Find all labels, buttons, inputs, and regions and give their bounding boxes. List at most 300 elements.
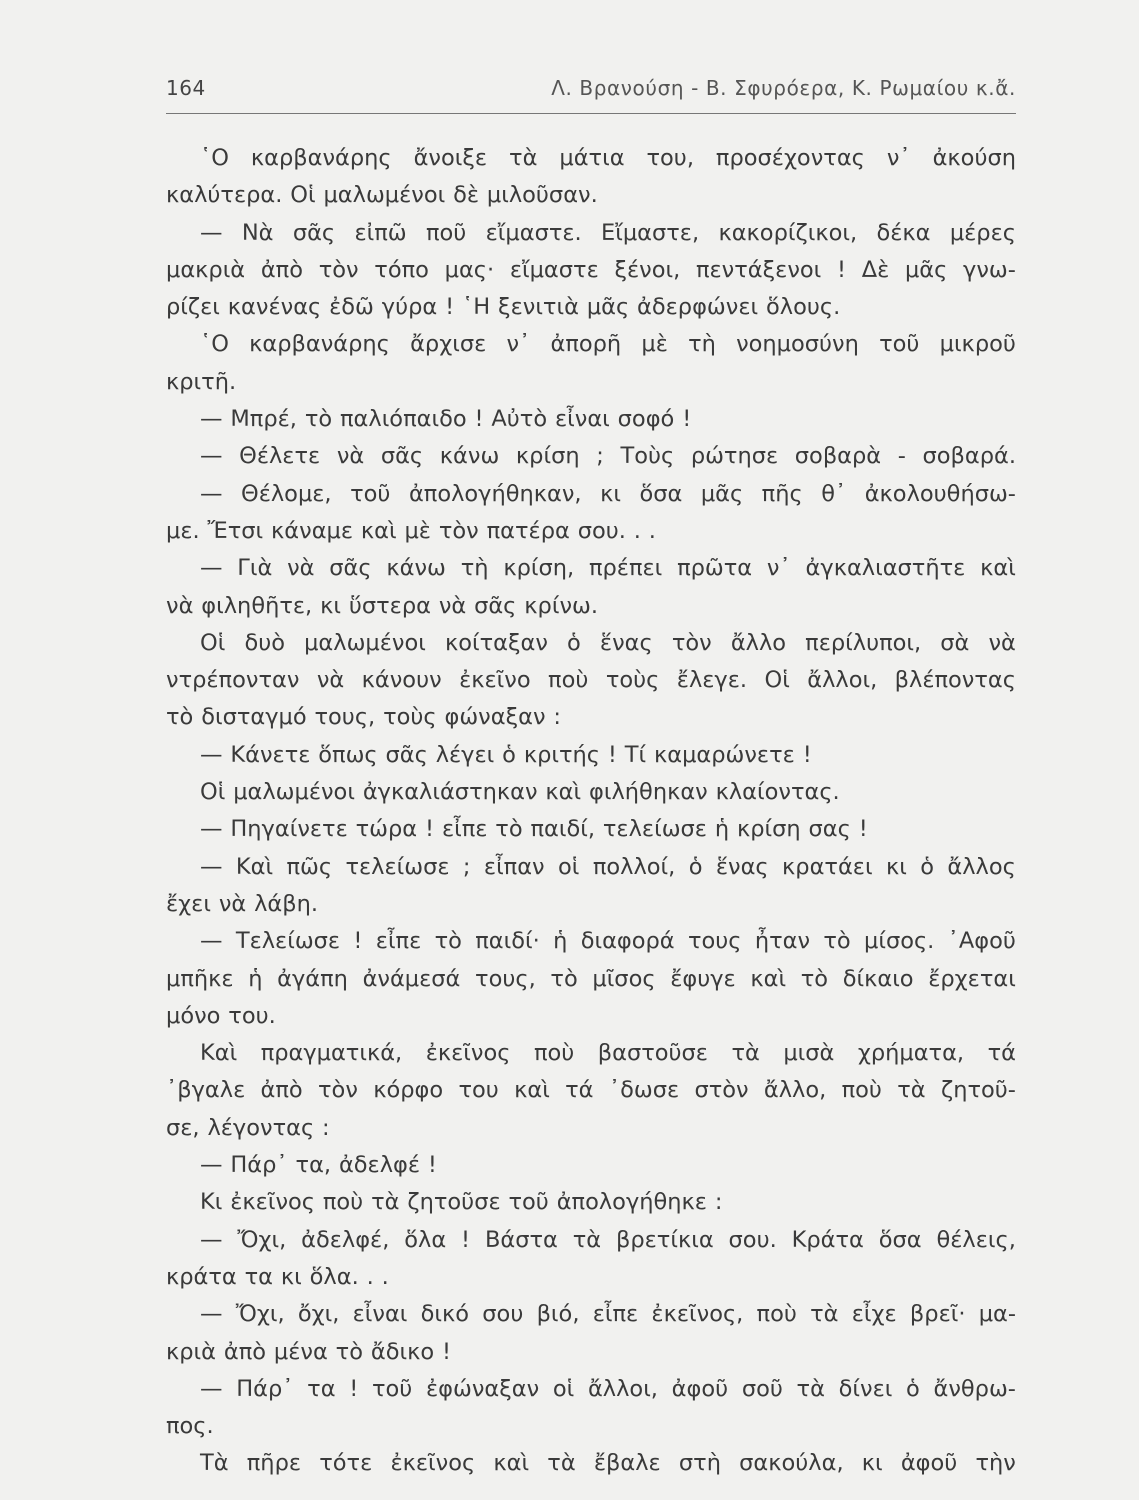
word: ποῦ	[425, 219, 467, 246]
word: καὶ	[493, 1450, 530, 1477]
word: ῾Ο	[200, 145, 229, 171]
word: τὸ	[823, 928, 851, 955]
text-line	[166, 699, 1016, 736]
word: ἀγκαλιάστηκαν	[362, 779, 538, 806]
word: !	[425, 816, 435, 843]
text-line	[166, 215, 1016, 252]
word: γνω-	[963, 256, 1016, 283]
word: !	[441, 1338, 452, 1365]
text-line	[166, 1445, 1016, 1482]
word: ῾Ο	[200, 331, 229, 358]
word: με.	[166, 517, 200, 544]
word: Πηγαίνετε	[230, 816, 348, 843]
word: εἶναι	[352, 1301, 408, 1328]
word: τὰ	[731, 1040, 760, 1067]
word: διαφορά	[580, 928, 675, 955]
word: ντρέπονταν	[166, 667, 300, 694]
word: ἀκολουθήσω-	[864, 480, 1016, 507]
text-line	[166, 1222, 1016, 1259]
word: ἄλλο,	[763, 1077, 827, 1104]
word: μένα	[273, 1338, 328, 1365]
word: βαστοῦσε	[597, 1040, 708, 1067]
word: :	[322, 1114, 330, 1141]
word: τὰ	[897, 1077, 926, 1104]
text-line	[166, 1184, 1016, 1221]
word: ἔβαλε	[593, 1450, 661, 1477]
word: ρίζει	[166, 294, 220, 321]
word: εἶναι	[555, 406, 610, 433]
word: τοὺς	[605, 667, 660, 694]
word: ὁ	[567, 629, 581, 656]
word: ἕνας	[715, 853, 769, 880]
word: τὰ	[509, 145, 538, 171]
word: !	[427, 1152, 437, 1179]
text-line	[166, 923, 1016, 960]
word: μακριὰ	[166, 256, 246, 283]
word: δικό	[420, 1301, 470, 1328]
word: —	[200, 555, 223, 582]
word: .	[648, 517, 656, 544]
word: ὄχι,	[297, 1301, 340, 1328]
word: σοφό	[617, 406, 675, 433]
word: τὸ	[550, 965, 578, 992]
word: σας	[808, 816, 851, 843]
word: !	[353, 928, 363, 955]
word: —	[200, 1152, 223, 1179]
word: τοῦ	[371, 1375, 413, 1402]
word: κρατάει	[782, 853, 873, 880]
word: καὶ	[545, 779, 582, 806]
word: μὲ	[404, 517, 431, 544]
word: στὴ	[678, 1450, 721, 1477]
word: ἀπολογήθηκε	[556, 1189, 707, 1216]
word: κρίνω.	[524, 592, 598, 619]
word: φώναξαν	[444, 704, 546, 731]
word: εἶπε	[592, 1301, 639, 1328]
word: ἐδῶ	[329, 294, 374, 321]
word: μάτια	[559, 145, 625, 171]
word: ἐκεῖνο	[459, 667, 531, 694]
word: ἀγκαλιαστῆτε	[805, 555, 966, 582]
word: τὸν	[438, 517, 479, 544]
word: νὰ	[438, 592, 467, 619]
word: σᾶς	[474, 592, 517, 619]
word: τὸν	[318, 1077, 358, 1104]
text-line	[166, 252, 1016, 289]
word: ἔφυγε	[670, 965, 736, 992]
word: Εἴμαστε,	[601, 219, 700, 246]
word: καὶ	[360, 517, 397, 544]
word: κοίταξαν	[444, 629, 548, 656]
word: μας·	[444, 256, 495, 283]
word: λέγοντας	[207, 1114, 315, 1141]
word: ἐκεῖνος	[230, 1189, 315, 1216]
text-line	[166, 550, 1016, 587]
word: ρώτησε	[690, 443, 779, 470]
word: !	[445, 294, 455, 321]
word: —	[200, 1301, 223, 1328]
word: τὸ	[495, 816, 523, 843]
text-line	[166, 961, 1016, 998]
word: καὶ	[750, 965, 787, 992]
word: .	[633, 517, 641, 544]
word: νὰ	[336, 443, 365, 470]
word: κράτα	[166, 1263, 237, 1290]
word: τὸ	[434, 928, 462, 955]
word: μιλοῦσαν.	[486, 182, 598, 209]
text-line	[166, 625, 1016, 662]
word: κι	[885, 853, 907, 880]
word: φιληθῆτε,	[201, 592, 313, 619]
word: —	[200, 741, 223, 768]
word: ν᾽	[506, 331, 531, 358]
word: μικροῦ	[939, 331, 1016, 358]
word: ἔρχεται	[928, 965, 1016, 992]
word: ὅσα	[639, 480, 683, 507]
text-line	[166, 1296, 1016, 1333]
text-line	[166, 140, 1016, 177]
word: Νὰ	[241, 219, 274, 246]
word: ἡ	[714, 816, 730, 843]
word: -	[897, 443, 906, 470]
text-line	[166, 774, 1016, 811]
word: στὸν	[694, 1077, 749, 1104]
word: πῶς	[286, 853, 333, 880]
word: ἀπορῆ	[550, 331, 622, 358]
word: κόρφο	[373, 1077, 444, 1104]
word: πος.	[166, 1413, 214, 1440]
word: παιδί·	[475, 928, 540, 955]
text-line	[166, 811, 1016, 848]
word: παιδί,	[530, 816, 596, 843]
word: μᾶς	[700, 480, 744, 507]
word: :	[553, 704, 561, 731]
word: .	[366, 1263, 374, 1290]
word: πῆρε	[246, 1450, 302, 1477]
word: ἔλεγε.	[676, 667, 748, 694]
word: ἄλλο	[730, 629, 787, 656]
word: καλύτερα.	[166, 182, 283, 209]
word: Τελείωσε	[235, 928, 341, 955]
word: Τὰ	[200, 1450, 229, 1477]
word: τοὺς	[383, 704, 437, 731]
word: οἱ	[552, 1375, 575, 1402]
word: κρίση	[736, 816, 801, 843]
word: νὰ	[218, 890, 247, 917]
word: ἕνας	[599, 629, 653, 656]
word: ξενιτιὰ	[498, 294, 579, 321]
word: ἄδικο	[370, 1338, 435, 1365]
word: μέρες	[949, 219, 1016, 246]
word: μᾶς	[904, 256, 948, 283]
word: ὅλα	[404, 1226, 447, 1253]
word: Κράτα	[791, 1226, 864, 1253]
text-line	[166, 849, 1016, 886]
word: σακούλα,	[739, 1450, 844, 1477]
word: πρέπει	[588, 555, 663, 582]
word: πραγματικά,	[260, 1040, 403, 1067]
word: σᾶς	[292, 219, 336, 246]
word: καὶ	[980, 555, 1016, 582]
word: του,	[646, 145, 694, 171]
text-line	[166, 401, 1016, 438]
word: δίνει	[838, 1375, 893, 1402]
word: τότε	[319, 1450, 373, 1477]
word: !	[349, 1375, 359, 1402]
word: ἀπὸ	[260, 256, 303, 283]
word: εἶχε	[851, 1301, 897, 1328]
text-line	[166, 1110, 1016, 1147]
word: ἡ	[553, 928, 568, 955]
word: τοῦ	[350, 480, 391, 507]
word: !	[474, 406, 484, 433]
text-line	[166, 177, 1016, 214]
word: εἴμαστε	[509, 256, 599, 283]
word: του.	[228, 1002, 276, 1029]
word: ὁ	[906, 1375, 920, 1402]
word: οἱ	[558, 853, 580, 880]
word: ἐκεῖνος	[390, 1450, 476, 1477]
word: μπῆκε	[166, 965, 234, 992]
page-header	[166, 76, 1016, 110]
word: λέγει	[435, 741, 495, 768]
word: ποὺ	[533, 1040, 575, 1067]
word: ὅλους.	[766, 294, 841, 321]
word: πρῶτα	[677, 555, 753, 582]
word: κανένας	[227, 294, 322, 321]
word: τὸ	[800, 965, 829, 992]
word: τόπο	[374, 256, 429, 283]
word: ἀφοῦ	[671, 1375, 729, 1402]
word: σοβαρὰ	[794, 443, 882, 470]
word: ἀδελφέ,	[301, 1226, 390, 1253]
word: ποὺ	[841, 1077, 882, 1104]
word: δέκα	[876, 219, 931, 246]
word: τὴ	[688, 331, 716, 358]
word: τα	[307, 1375, 336, 1402]
page-number: 164	[166, 76, 206, 100]
word: γύρα	[381, 294, 438, 321]
text-line	[166, 886, 1016, 923]
word: θ᾽	[821, 480, 847, 507]
word: ἄνθρω-	[933, 1375, 1016, 1402]
word: χρήματα,	[857, 1040, 965, 1067]
word: δυὸ	[244, 629, 285, 656]
word: ἐφώναξαν	[426, 1375, 540, 1402]
word: νὰ	[988, 629, 1016, 656]
word: Οἱ	[200, 779, 226, 806]
word: κρίση,	[503, 555, 575, 582]
word: μόνο	[166, 1002, 221, 1029]
word: ἄλλος	[947, 853, 1016, 880]
word: τοῦ	[508, 1189, 549, 1216]
text-line	[166, 1408, 1016, 1445]
word: δὲ	[453, 182, 480, 209]
text-line	[166, 1259, 1016, 1296]
word: τώρα	[355, 816, 418, 843]
word: τά	[565, 1077, 594, 1104]
word: σοῦ	[741, 1375, 783, 1402]
word: τὰ	[572, 1226, 602, 1253]
word: ἡ	[248, 965, 263, 992]
word: ἀπὸ	[223, 1338, 267, 1365]
word: καμαρώνετε	[654, 741, 795, 768]
word: ἀγάπη	[277, 965, 348, 992]
word: ᾽βγαλε	[166, 1077, 246, 1104]
word: —	[200, 480, 223, 507]
text-line	[166, 1334, 1016, 1371]
word: βλέποντας	[894, 667, 1016, 694]
word: κι	[320, 592, 341, 619]
word: !	[802, 741, 812, 768]
text-line	[166, 513, 1016, 550]
word: κάναμε	[271, 517, 354, 544]
word: σου.	[728, 1226, 777, 1253]
word: ἀκούση	[932, 145, 1016, 171]
word: Ἔτσι	[207, 517, 264, 544]
word: ὅπως	[318, 741, 378, 768]
word: κι	[280, 1263, 302, 1290]
word: εἶπε	[375, 928, 422, 955]
word: τοῦ	[879, 331, 920, 358]
word: τὰ	[371, 1189, 400, 1216]
word: καρβανάρης	[250, 145, 392, 171]
word: :	[714, 1189, 723, 1216]
word: σε,	[166, 1114, 200, 1141]
text-line	[166, 662, 1016, 699]
word: μῖσος	[592, 965, 656, 992]
text-line	[166, 1371, 1016, 1408]
word: ἀφοῦ	[900, 1450, 958, 1477]
word: κι	[861, 1450, 883, 1477]
word: σᾶς	[329, 555, 372, 582]
word: ἄλλοι,	[807, 667, 878, 694]
word: ἀδερφώνει	[637, 294, 759, 321]
word: Κάνετε	[230, 741, 311, 768]
word: σου.	[577, 517, 626, 544]
word: δίκαιο	[842, 965, 914, 992]
word: !	[836, 256, 846, 283]
word: σου	[482, 1301, 524, 1328]
text-line	[166, 588, 1016, 625]
word: τὰ	[810, 1301, 839, 1328]
word: Κι	[200, 1189, 223, 1216]
word: !	[858, 816, 868, 843]
word: ;	[462, 853, 471, 880]
word: κάνω	[386, 555, 446, 582]
word: τὸ	[335, 1338, 363, 1365]
word: Γιὰ	[237, 555, 273, 582]
text-line	[166, 438, 1016, 475]
word: ἐκεῖνος	[425, 1040, 511, 1067]
word: τους,	[314, 704, 376, 731]
word: σᾶς	[380, 443, 424, 470]
word: Ὄχι,	[235, 1301, 285, 1328]
word: ξένοι,	[614, 256, 681, 283]
word: Δὲ	[861, 256, 890, 283]
word: —	[200, 406, 223, 433]
word: τα,	[295, 1152, 332, 1179]
word: πολλοί,	[592, 853, 676, 880]
word: ἀνάμεσά	[362, 965, 461, 992]
word: Βάστα	[484, 1226, 558, 1253]
word: Θέλομε,	[241, 480, 332, 507]
word: τελείωσε	[602, 816, 707, 843]
word: ἄρχισε	[410, 331, 487, 358]
word: Ὄχι,	[237, 1226, 287, 1253]
word: μαλωμένοι	[233, 779, 355, 806]
text-line	[166, 289, 1016, 326]
text-line	[166, 326, 1016, 363]
word: βρετίκια	[616, 1226, 714, 1253]
word: —	[200, 219, 223, 246]
word: σοβαρά.	[922, 443, 1016, 470]
word: του	[458, 1077, 499, 1104]
word: κακορίζικοι,	[718, 219, 858, 246]
word: τὸ	[166, 704, 194, 731]
word: τά	[987, 1040, 1016, 1067]
word: !	[682, 406, 692, 433]
word: ζητοῦ-	[940, 1077, 1016, 1104]
word: νὰ	[316, 667, 345, 694]
word: μὲ	[641, 331, 668, 358]
word: σᾶς	[385, 741, 428, 768]
text-line	[166, 737, 1016, 774]
word: —	[200, 1375, 223, 1402]
word: Πάρ᾽	[230, 1152, 288, 1179]
word: —	[200, 816, 223, 843]
body-text	[166, 140, 1016, 1483]
word: ν᾽	[886, 145, 911, 171]
word: μᾶς	[586, 294, 630, 321]
word: Αὐτὸ	[491, 406, 548, 433]
word: Οἱ	[764, 667, 790, 694]
word: δισταγμό	[201, 704, 307, 731]
word: ;	[596, 443, 604, 470]
word: Οἱ	[200, 629, 226, 656]
word: παλιόπαιδο	[340, 406, 467, 433]
word: κρίση	[515, 443, 580, 470]
word: .	[381, 1263, 389, 1290]
word: νὰ	[287, 555, 315, 582]
word: πῆς	[761, 480, 803, 507]
word: λάβη.	[254, 890, 319, 917]
word: !	[607, 741, 617, 768]
word: ἀδελφέ	[338, 1152, 421, 1179]
word: ἀπολογήθηκαν,	[408, 480, 582, 507]
text-line	[166, 364, 1016, 401]
word: ὁ	[502, 741, 516, 768]
word: !	[461, 1226, 471, 1253]
word: ἄνοιξε	[413, 145, 488, 171]
word: ζητοῦσε	[407, 1189, 501, 1216]
word: βρεῖ·	[909, 1301, 966, 1328]
word: ὁ	[920, 853, 934, 880]
word: πεντάξενοι	[695, 256, 822, 283]
word: εἶπε	[441, 816, 488, 843]
word: ὅλα.	[309, 1263, 359, 1290]
word: μα-	[978, 1301, 1016, 1328]
word: ὁ	[688, 853, 703, 880]
word: —	[200, 443, 223, 470]
word: μισὰ	[783, 1040, 835, 1067]
word: προσέχοντας	[715, 145, 865, 171]
word: ὅσα	[878, 1226, 922, 1253]
word: κάνω	[439, 443, 500, 470]
word: ἦταν	[754, 928, 811, 955]
word: βιό,	[536, 1301, 580, 1328]
word: Οἱ	[290, 182, 316, 209]
